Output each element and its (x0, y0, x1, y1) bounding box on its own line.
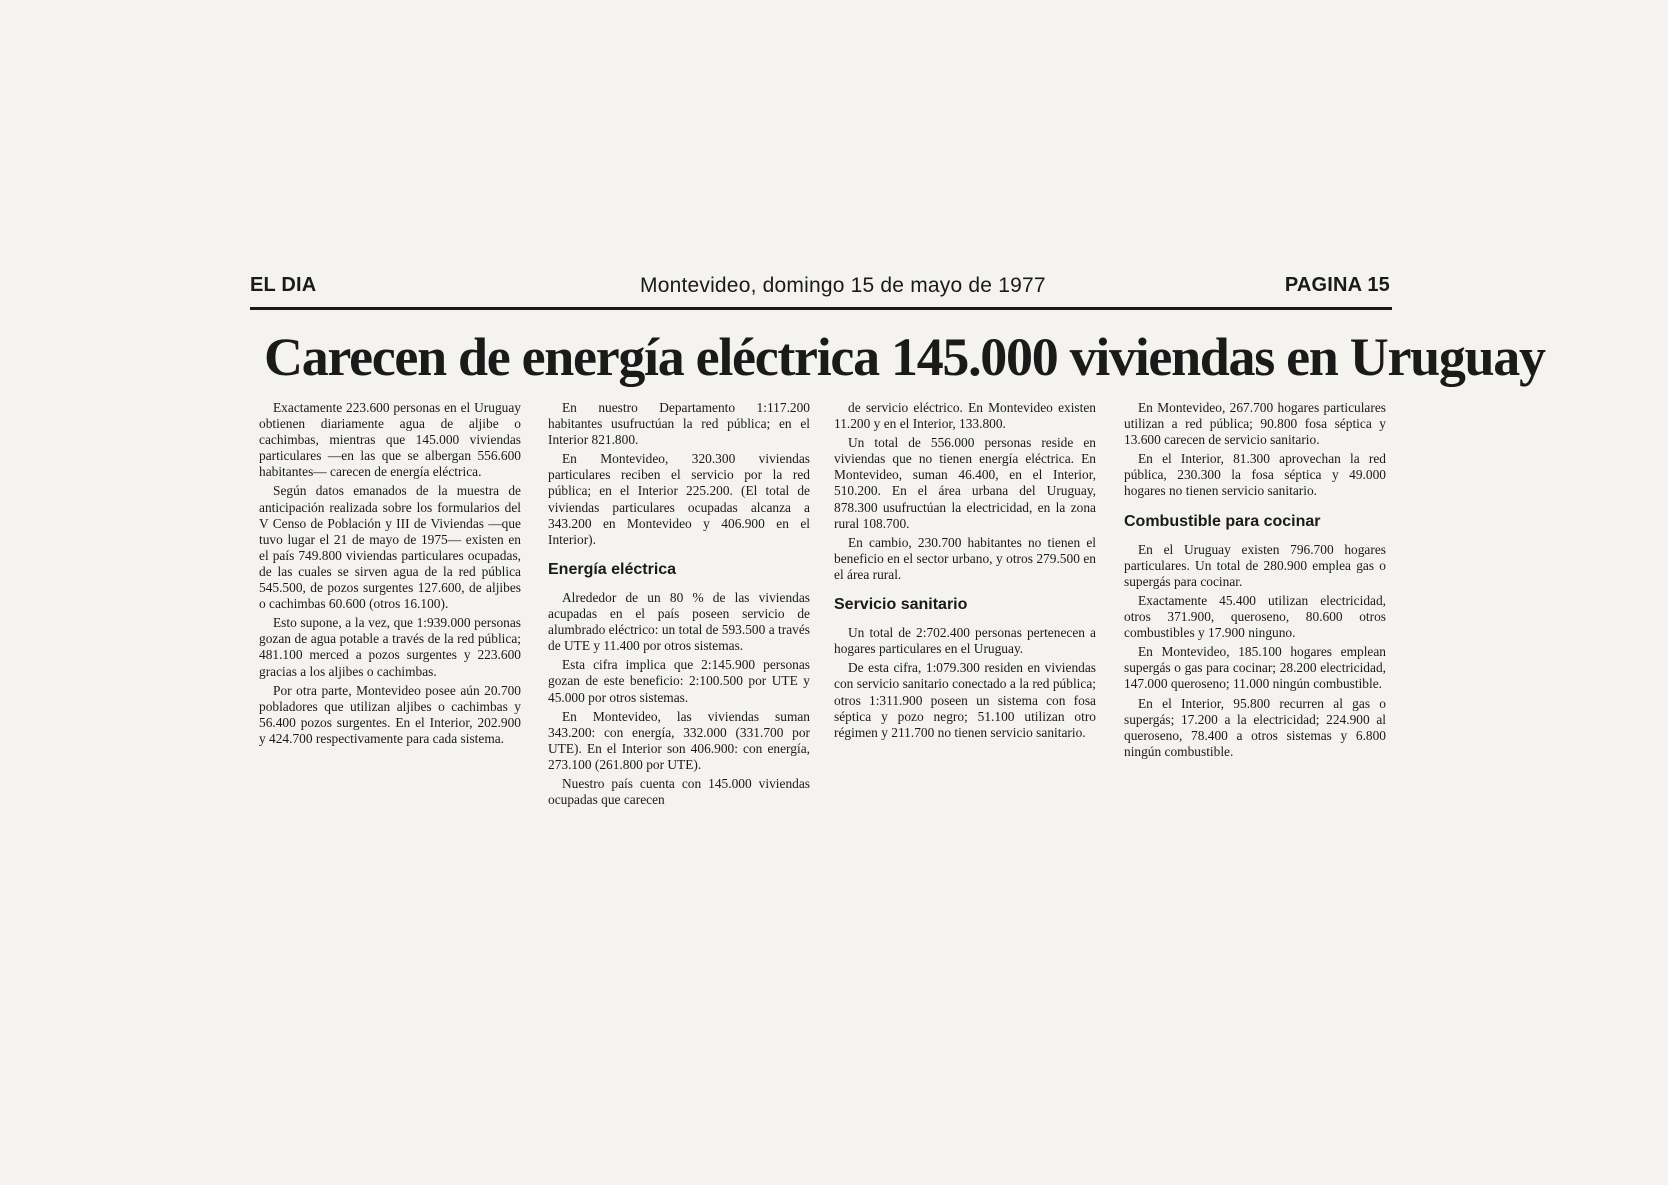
paragraph: Exactamente 223.600 personas en el Uruguay obtienen diariamente agua de aljibe o cachimbas, mientras que 145.000 viviendas particulares —en las que se albergan 556.600 habitantes— carecen de energía eléctrica. (259, 400, 521, 480)
paragraph: En el Interior, 95.800 recurren al gas o supergás; 17.200 a la electricidad; 224.900 al queroseno, 78.400 a otros sistemas y 6.800 ningún combustible. (1124, 695, 1386, 759)
paragraph: Nuestro país cuenta con 145.000 viviendas ocupadas que carecen (548, 775, 810, 808)
paragraph: En el Interior, 81.300 aprovechan la red pública, 230.300 la fosa séptica y 49.000 hogares no tienen servicio sanitario. (1124, 451, 1386, 499)
paragraph: En Montevideo, las viviendas suman 343.200: con energía, 332.000 (331.700 por UTE). En el Interior son 406.900: con energía, 273.100 (261.800 por UTE). (548, 708, 810, 772)
article-column-3 (834, 400, 1096, 744)
paragraph: de servicio eléctrico. En Montevideo existen 11.200 y en el Interior, 133.800. (834, 400, 1096, 432)
paragraph: En Montevideo, 185.100 hogares emplean supergás o gas para cocinar; 28.200 electricidad, 147.000 queroseno; 11.000 ningún combustible. (1124, 644, 1386, 692)
paragraph: Esta cifra implica que 2:145.900 personas gozan de este beneficio: 2:100.500 por UTE y 45.000 por otros sistemas. (548, 657, 810, 705)
page-label: PAGINA 15 (1284, 274, 1390, 296)
section-heading-energia: Energía eléctrica (548, 560, 677, 578)
dateline: Montevideo, domingo 15 de mayo de 1977 (640, 274, 1046, 297)
paragraph: Esto supone, a la vez, que 1:939.000 personas gozan de agua potable a través de la red pública; 481.100 merced a pozos surgentes y 223.600 gracias a los aljibes o cachimbas. (259, 615, 521, 679)
paragraph: De esta cifra, 1:079.300 residen en viviendas con servicio sanitario conectado a la red pública; otros 1:311.900 poseen un sistema con fosa séptica y pozo negro; 51.100 utilizan otro régimen y 211.700 no tienen servicio sanitario. (834, 660, 1096, 740)
section-heading-sanitario: Servicio sanitario (834, 596, 968, 614)
article-column-1 (259, 400, 521, 750)
paragraph: Según datos emanados de la muestra de anticipación realizada sobre los formularios del V Censo de Población y III de Viviendas —que tuvo lugar el 21 de mayo de 1975— existen en el país 749.800 viviendas particulares ocupadas, de las cuales se sirven agua de la red pública 545.500, de pozos surgentes 127.600, de aljibes o cachimbas 60.600 (otros 16.100). (259, 483, 521, 612)
masthead (250, 274, 1390, 306)
paragraph: En nuestro Departamento 1:117.200 habitantes usufructúan la red pública; en el Interior 821.800. (548, 400, 810, 448)
paper-name: EL DIA (250, 274, 317, 296)
paragraph: Por otra parte, Montevideo posee aún 20.700 pobladores que utilizan aljibes o cachimbas y 56.400 pozos surgentes. En el Interior, 202.900 y 424.700 respectivamente para cada sistema. (259, 682, 521, 746)
article-column-4 (1124, 400, 1386, 763)
paragraph: Un total de 556.000 personas reside en viviendas que no tienen energía eléctrica. En Montevideo, suman 46.400, en el Interior, 510.200. En el área urbana del Uruguay, 878.300 usufructúan la electricidad, en la zona rural 108.700. (834, 435, 1096, 531)
paragraph: Exactamente 45.400 utilizan electricidad, otros 371.900, queroseno, 80.600 otros combustibles y 17.900 ninguno. (1124, 592, 1386, 641)
paragraph: En Montevideo, 267.700 hogares particulares utilizan a red pública; 90.800 fosa séptica y 13.600 carecen de servicio sanitario. (1124, 400, 1386, 448)
paragraph: En el Uruguay existen 796.700 hogares particulares. Un total de 280.900 emplea gas o supergás para cocinar. (1124, 541, 1386, 589)
article-column-2 (548, 400, 810, 811)
headline: Carecen de energía eléctrica 145.000 viviendas en Uruguay (264, 327, 1545, 387)
paragraph: Alrededor de un 80 % de las viviendas acupadas en el país poseen servicio de alumbrado eléctrico: un total de 593.500 a través de UTE y 11.400 por otros sistemas. (548, 589, 810, 654)
masthead-rule (250, 307, 1392, 310)
section-heading-combustible: Combustible para cocinar (1124, 512, 1321, 530)
paragraph: En cambio, 230.700 habitantes no tienen el beneficio en el sector urbano, y otros 279.500 en el área rural. (834, 534, 1096, 582)
paragraph: Un total de 2:702.400 personas pertenecen a hogares particulares en el Uruguay. (834, 625, 1096, 657)
paragraph: En Montevideo, 320.300 viviendas particulares reciben el servicio por la red pública; en el Interior 225.200. (El total de viviendas particulares ocupadas alcanza a 343.200 en Montevideo y 406.900 en el Interior). (548, 451, 810, 547)
